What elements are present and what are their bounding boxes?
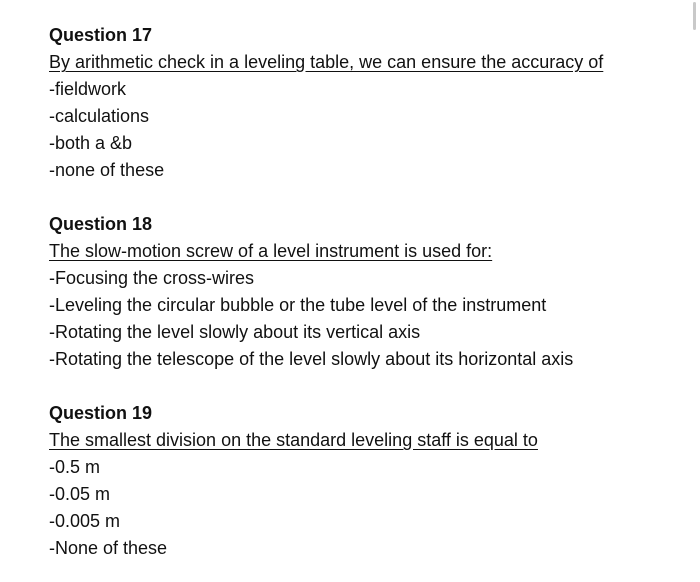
answer-option: -fieldwork: [49, 79, 127, 99]
answer-option: -Rotating the telescope of the level slowly about its horizontal axis: [49, 349, 574, 369]
question-18: [49, 211, 689, 373]
scrollbar-thumb[interactable]: [693, 2, 696, 30]
answer-option: -0.05 m: [49, 484, 111, 504]
answer-option: -Leveling the circular bubble or the tube level of the instrument: [49, 295, 547, 315]
question-19: [49, 400, 689, 562]
question-prompt: The slow-motion screw of a level instrument is used for:: [49, 241, 493, 261]
answer-option: -Focusing the cross-wires: [49, 268, 255, 288]
answer-option: -0.5 m: [49, 457, 101, 477]
question-title: Question 18: [49, 214, 153, 234]
answer-option: -Rotating the level slowly about its vertical axis: [49, 322, 421, 342]
question-prompt: The smallest division on the standard leveling staff is equal to: [49, 430, 538, 450]
answer-option: -none of these: [49, 160, 165, 180]
answer-option: -both a &b: [49, 133, 133, 153]
answer-option: -0.005 m: [49, 511, 121, 531]
answer-option: -calculations: [49, 106, 150, 126]
question-title: Question 17: [49, 25, 153, 45]
answer-option: -None of these: [49, 538, 168, 558]
question-17: [49, 22, 689, 184]
question-title: Question 19: [49, 403, 153, 423]
question-prompt: By arithmetic check in a leveling table, we can ensure the accuracy of: [49, 52, 604, 72]
